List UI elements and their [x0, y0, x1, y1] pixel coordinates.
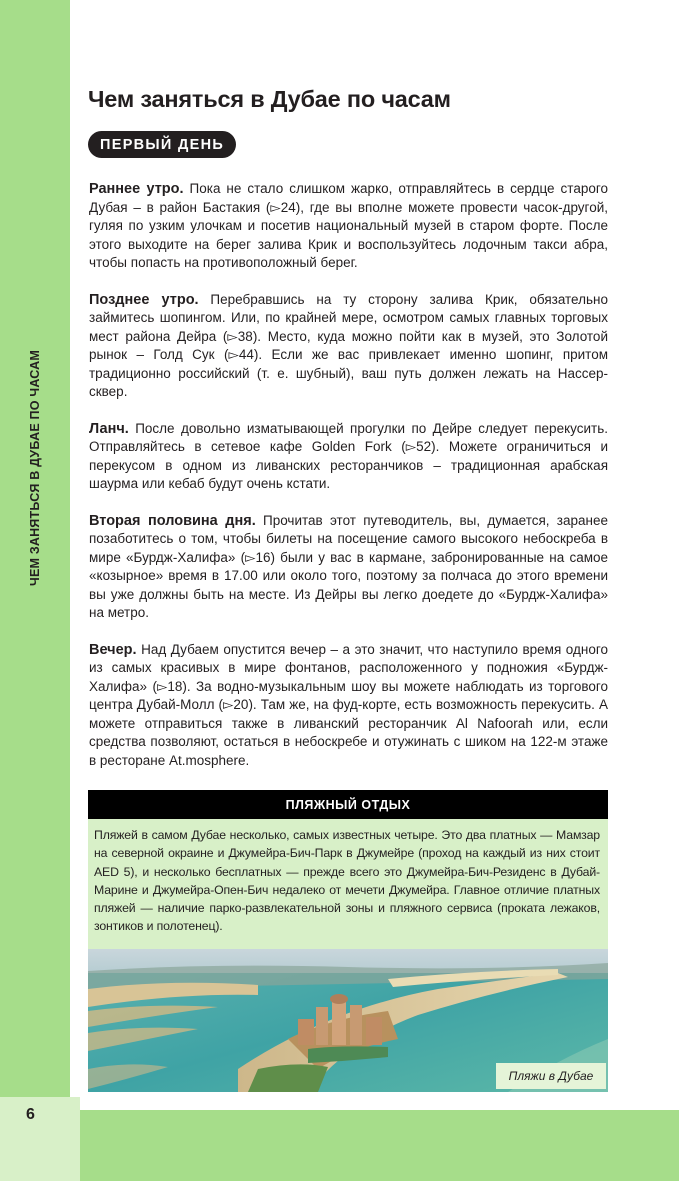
beach-photo: [88, 949, 608, 1092]
beach-sidebar-box: [88, 790, 608, 1092]
page-number: 6: [26, 1106, 35, 1123]
paragraph-text: Перебравшись на ту сторону залива Крик, обязательно займитесь шопингом. Или, по крайней мере, осмотром самых главных торговых мест района Дейра (▻38). Место, куда можно пойти как в музей, это Золотой рынок – Голд Сук (▻44). Если же вас привлекает именно шопинг, притом традиционно российский (т. е. шубный), ваш путь должен лежать на Нассер-сквер.: [89, 291, 608, 399]
paragraph-text: Над Дубаем опустится вечер – а это значит, что наступило время одного из самых красивых в мире фонтанов, расположенного у подножия «Бурдж-Халифа» (▻18). За водно-музыкальным шоу вы можете наблюдать из торгового центра Дубай-Молл (▻20). Там же, на фуд-корте, есть возможность перекусить. А можете отправиться также в ливанский ресторанчик Al Nafoorah или, если средства позволяют, остаться в небоскребе и отужинать с шиком на 122-м этаже в ресторане At.mosphere.: [89, 641, 608, 768]
paragraph-lead: Раннее утро.: [89, 181, 184, 197]
side-running-title: [22, 318, 48, 618]
page-number-box: [0, 1097, 80, 1181]
box-header: ПЛЯЖНЫЙ ОТДЫХ: [88, 790, 608, 819]
page-title: Чем заняться в Дубае по часам: [88, 86, 451, 112]
paragraph-text: После довольно изматывающей прогулки по Дейре следует перекусить. Отправляйтесь в сетевое кафе Golden Fork (▻52). Можете ограничиться и перекусом в одном из ливанских ресторанчиков – традиционная арабская шаурма или кебаб будут очень кстати.: [89, 420, 608, 491]
paragraph-afternoon: [89, 512, 608, 623]
paragraph-evening: [89, 641, 608, 771]
paragraph-late-morning: [89, 291, 608, 402]
paragraph-lead: Вторая половина дня.: [89, 512, 256, 529]
photo-caption: Пляжи в Дубае: [496, 1063, 606, 1089]
paragraph-text: Пока не стало слишком жарко, отправляйтесь в сердце старого Дубая – в район Бастакия (▻24), где вы вполне можете провести часок-другой, гуляя по узким улочкам и посетив национальный музей в старом форте. После этого выходите на берег залива Крик и воспользуйтесь лодочным такси абра, чтобы попасть на противоположный берег.: [89, 181, 608, 270]
paragraph-lead: Позднее утро.: [89, 291, 199, 308]
paragraph-lead: Ланч.: [89, 420, 129, 437]
bottom-band: [80, 1110, 679, 1181]
paragraph-lead: Вечер.: [89, 641, 137, 658]
day-badge: ПЕРВЫЙ ДЕНЬ: [88, 131, 236, 158]
main-text: [89, 180, 608, 788]
paragraph-early-morning: [89, 180, 608, 273]
box-text: Пляжей в самом Дубае несколько, самых известных четыре. Это два платных — Мамзар на северной окраине и Джумейра-Бич-Парк в Джумейре (проход на каждый из них стоит AED 5), и несколько бесплатных — прежде всего это Джумейра-Бич-Резиденс в Дубай-Марине и Джумейра-Опен-Бич недалеко от мечети Джумейра. Главное отличие платных пляжей — наличие парко-развлекательной зоны и пляжного сервиса (проката лежаков, зонтиков и полотенец).: [94, 828, 600, 934]
side-running-title-text: ЧЕМ ЗАНЯТЬСЯ В ДУБАЕ ПО ЧАСАМ: [28, 350, 43, 586]
paragraph-text: Прочитав этот путеводитель, вы, думается, заранее позаботитесь о том, чтобы билеты на посещение самого высокого небоскреба в мире «Бурдж-Халифа» (▻16) были у вас в кармане, забронированные на самое «козырное» время в 17.00 или около того, поэтому за полчаса до этого времени вы уже должны быть на месте. Из Дейры вы легко доедете до «Бурдж-Халифа» на метро.: [89, 512, 608, 620]
paragraph-lunch: [89, 420, 608, 494]
